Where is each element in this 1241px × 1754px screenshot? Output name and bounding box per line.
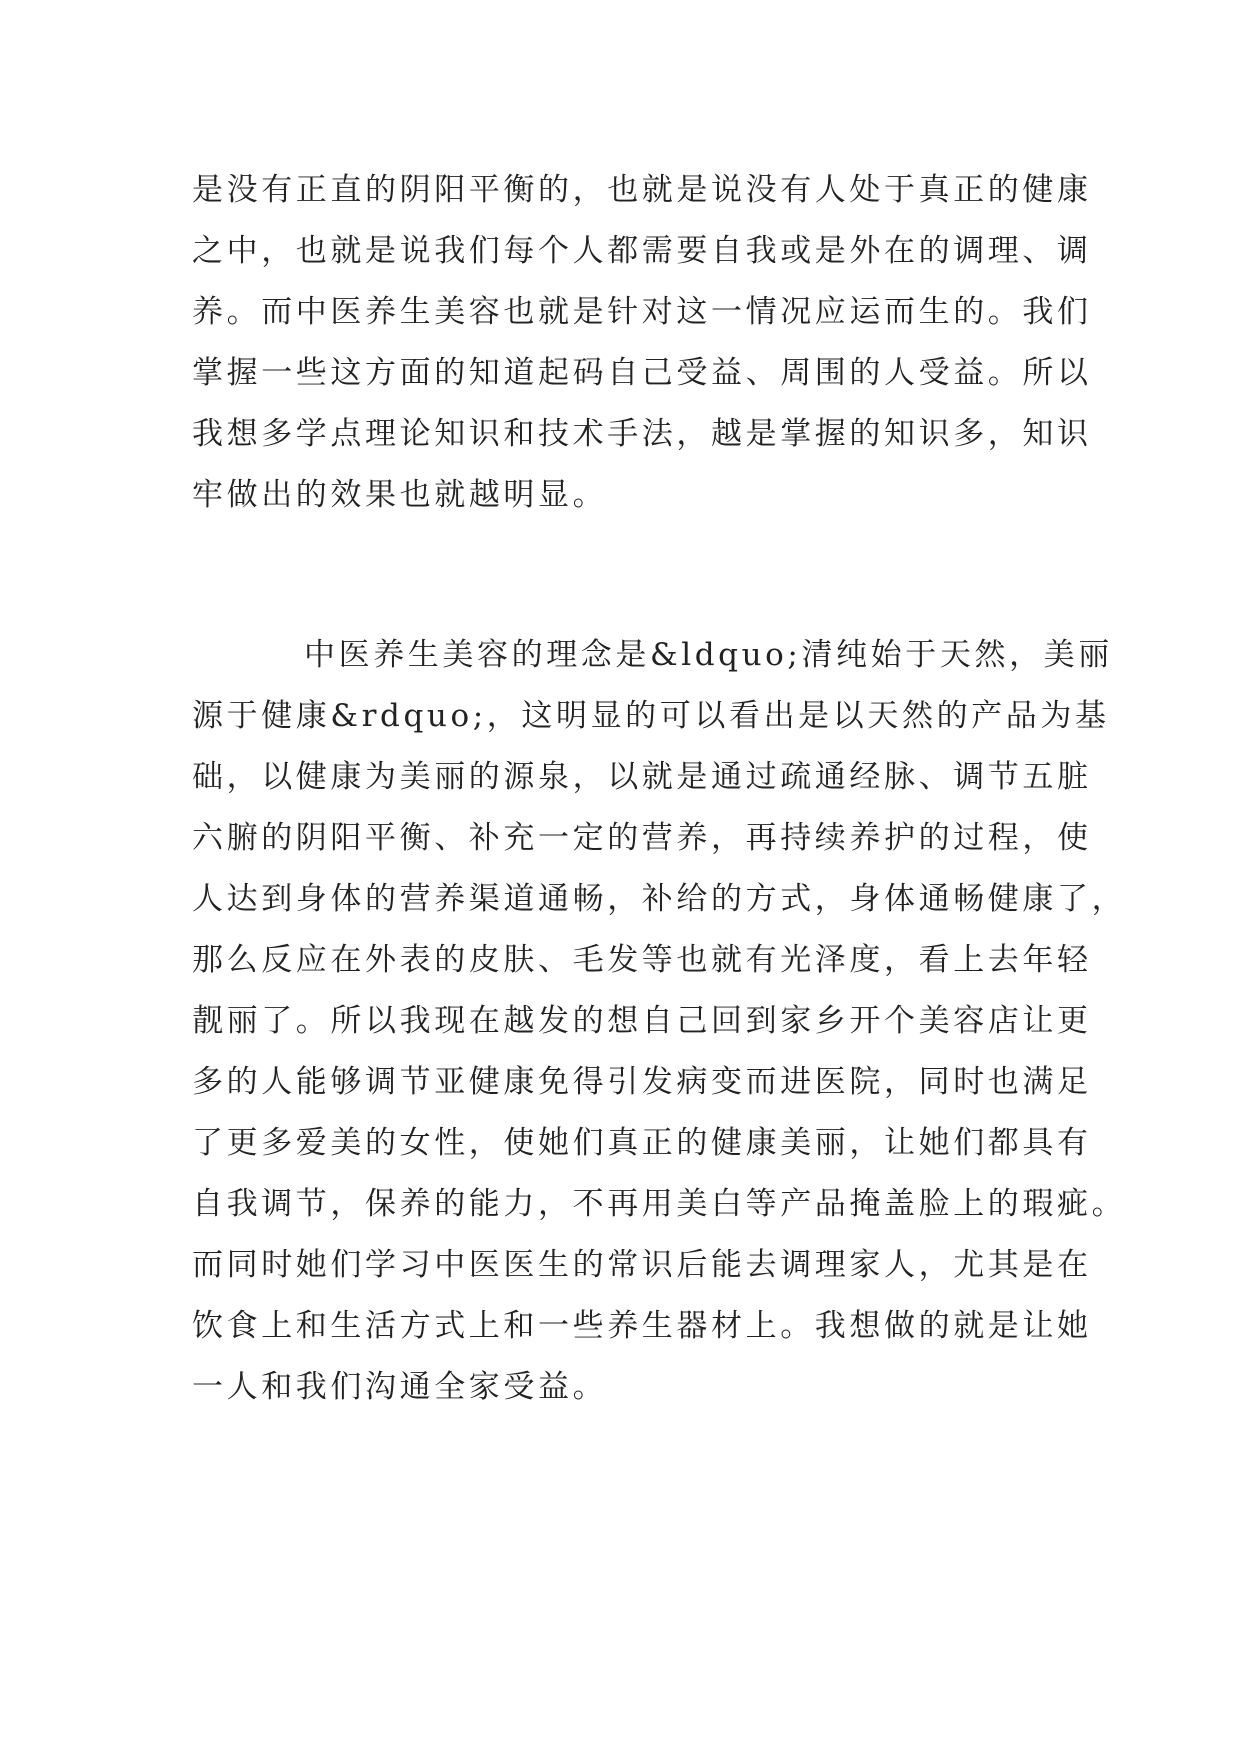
paragraph-line: 养。而中医养生美容也就是针对这一情况应运而生的。我们 <box>192 294 1092 330</box>
paragraph-1 <box>192 160 1092 526</box>
paragraph-line: 础，以健康为美丽的源泉，以就是通过疏通经脉、调节五脏 <box>192 759 1092 795</box>
paragraph-line: 饮食上和生活方式上和一些养生器材上。我想做的就是让她 <box>192 1308 1092 1344</box>
paragraph-line: 了更多爱美的女性，使她们真正的健康美丽，让她们都具有 <box>192 1125 1092 1161</box>
paragraph-line: 人达到身体的营养渠道通畅，补给的方式，身体通畅健康了， <box>192 881 1127 917</box>
paragraph-line: 多的人能够调节亚健康免得引发病变而进医院，同时也满足 <box>192 1064 1092 1100</box>
paragraph-line: 是没有正直的阴阳平衡的，也就是说没有人处于真正的健康 <box>192 172 1092 208</box>
paragraph-line: 牢做出的效果也就越明显。 <box>192 477 608 513</box>
paragraph-line: 靓丽了。所以我现在越发的想自己回到家乡开个美容店让更 <box>192 1003 1092 1039</box>
paragraph-line: 一人和我们沟通全家受益。 <box>192 1369 608 1405</box>
paragraph-line: 那么反应在外表的皮肤、毛发等也就有光泽度，看上去年轻 <box>192 942 1092 978</box>
paragraph-line: 而同时她们学习中医医生的常识后能去调理家人，尤其是在 <box>192 1247 1092 1283</box>
paragraph-line: 中医养生美容的理念是&ldquo;清纯始于天然，美丽 <box>304 637 1113 673</box>
paragraph-line: 之中，也就是说我们每个人都需要自我或是外在的调理、调 <box>192 233 1092 269</box>
paragraph-2 <box>192 625 1127 1418</box>
paragraph-line: 自我调节，保养的能力，不再用美白等产品掩盖脸上的瑕疵。 <box>192 1186 1127 1222</box>
paragraph-line: 掌握一些这方面的知道起码自己受益、周围的人受益。所以 <box>192 355 1092 391</box>
paragraph-line: 我想多学点理论知识和技术手法，越是掌握的知识多，知识 <box>192 416 1092 452</box>
paragraph-line: 六腑的阴阳平衡、补充一定的营养，再持续养护的过程，使 <box>192 820 1092 856</box>
paragraph-line: 源于健康&rdquo;，这明显的可以看出是以天然的产品为基 <box>192 698 1110 734</box>
